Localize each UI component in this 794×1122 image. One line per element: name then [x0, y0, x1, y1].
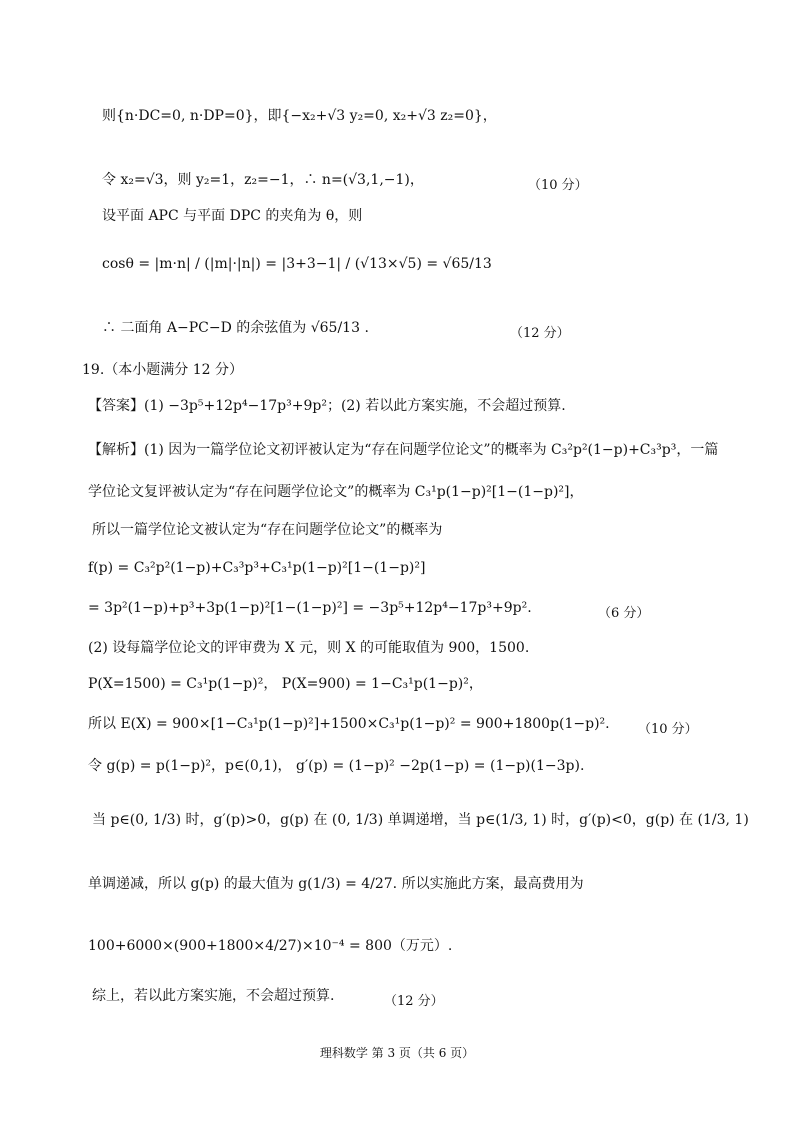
text-line: 单调递减，所以 g(p) 的最大值为 g(1/3) = 4/27. 所以实施此方案，最高费用为	[88, 876, 584, 892]
text-line: 100+6000×(900+1800×4/27)×10⁻⁴ = 800（万元）.	[88, 938, 453, 954]
page-footer: 理科数学 第 3 页（共 6 页）	[319, 1046, 475, 1060]
text-line: 19.（本小题满分 12 分）	[82, 362, 243, 378]
text-line: 令 x₂=√3，则 y₂=1，z₂=−1，∴ n=(√3,1,−1)，	[102, 172, 424, 188]
text-line: 【答案】(1) −3p⁵+12p⁴−17p³+9p²；(2) 若以此方案实施，不会超过预算.	[88, 398, 566, 414]
text-line: cosθ = |m·n| / (|m|·|n|) = |3+3−1| / (√13×√5) = √65/13	[102, 256, 492, 272]
text-line: = 3p²(1−p)+p³+3p(1−p)²[1−(1−p)²] = −3p⁵+12p⁴−17p³+9p².	[88, 600, 532, 616]
text-line: 【解析】(1) 因为一篇学位论文初评被认定为“存在问题学位论文”的概率为 C₃²p²(1−p)+C₃³p³，一篇	[88, 442, 719, 458]
score-points: （10 分）	[528, 178, 588, 193]
text-line: 所以 E(X) = 900×[1−C₃¹p(1−p)²]+1500×C₃¹p(1−p)² = 900+1800p(1−p)².	[88, 716, 610, 732]
text-line: 学位论文复评被认定为“存在问题学位论文”的概率为 C₃¹p(1−p)²[1−(1−p)²]，	[88, 484, 584, 500]
score-points: （12 分）	[510, 326, 570, 341]
text-line: 综上，若以此方案实施，不会超过预算.	[92, 988, 335, 1004]
text-line: ∴ 二面角 A−PC−D 的余弦值为 √65/13 .	[102, 320, 369, 336]
text-line: 令 g(p) = p(1−p)²，p∈(0,1)， g′(p) = (1−p)² −2p(1−p) = (1−p)(1−3p).	[88, 758, 585, 774]
score-points: （12 分）	[384, 994, 444, 1009]
text-line: (2) 设每篇学位论文的评审费为 X 元，则 X 的可能取值为 900，1500.	[88, 640, 530, 656]
score-points: （6 分）	[598, 606, 650, 621]
text-line: 设平面 APC 与平面 DPC 的夹角为 θ，则	[102, 208, 363, 224]
text-line: 则{n·DC=0, n·DP=0}，即{−x₂+√3 y₂=0, x₂+√3 z₂=0}，	[102, 108, 497, 124]
text-line: P(X=1500) = C₃¹p(1−p)²， P(X=900) = 1−C₃¹p(1−p)²，	[88, 676, 483, 692]
text-line: 所以一篇学位论文被认定为“存在问题学位论文”的概率为	[92, 522, 443, 538]
score-points: （10 分）	[638, 722, 698, 737]
text-line: 当 p∈(0, 1/3) 时，g′(p)>0，g(p) 在 (0, 1/3) 单调递增，当 p∈(1/3, 1) 时，g′(p)<0，g(p) 在 (1/3, 1)	[92, 812, 749, 828]
text-line: f(p) = C₃²p²(1−p)+C₃³p³+C₃¹p(1−p)²[1−(1−p)²]	[88, 560, 426, 576]
